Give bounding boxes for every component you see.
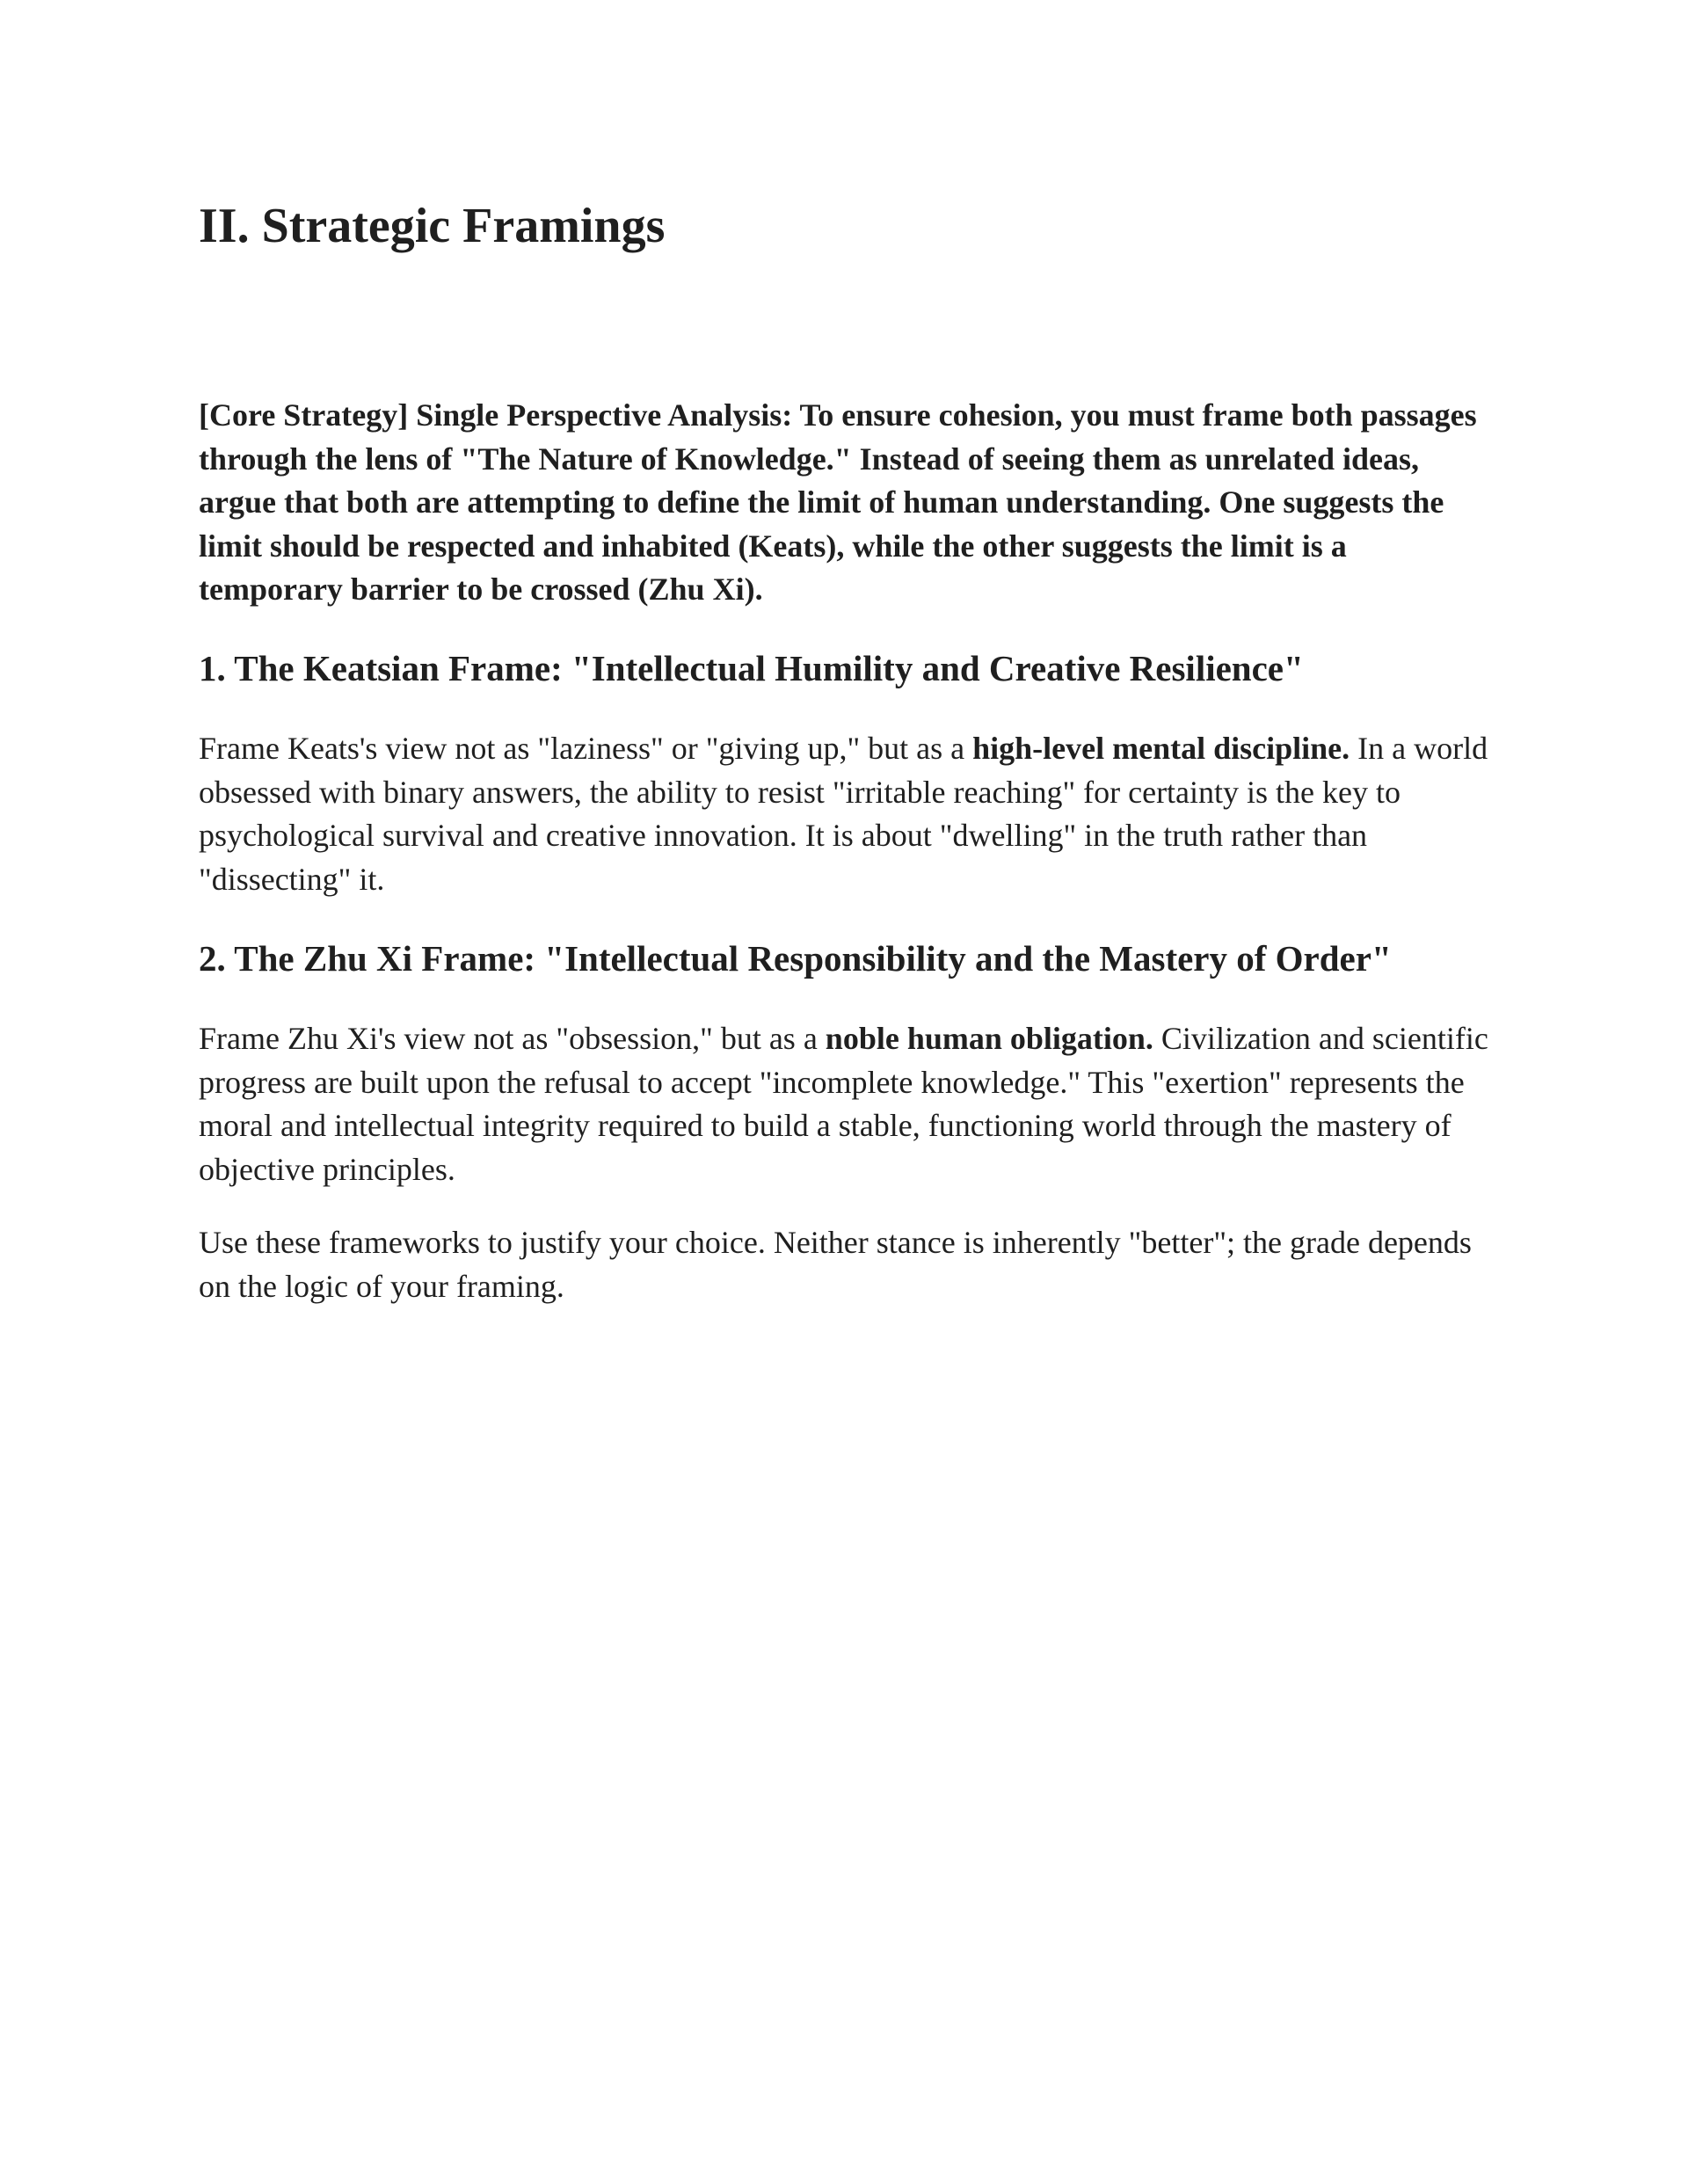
section-paragraph-zhu-xi [199,1017,1491,1191]
section-heading-zhu-xi: 2. The Zhu Xi Frame: "Intellectual Responsibility and the Mastery of Order" [199,938,1392,979]
core-strategy-paragraph: [Core Strategy] Single Perspective Analysis: To ensure cohesion, you must frame both passages through the lens of "The Nature of Knowledge." Instead of seeing them as unrelated ideas, argue that both are attempting to define the limit of human understanding. One suggests the limit should be respected and inhabited (Keats), while the other suggests the limit is a temporary barrier to be crossed (Zhu Xi). [199,397,1477,607]
page-title: II. Strategic Framings [199,199,666,253]
paragraph-text: In a world obsessed with binary answers, the ability to resist "irritable reaching" for certainty is the key to psychological survival and creative innovation. It is about "dwelling" in the truth rather than "dissecting" it. [199,731,1488,897]
paragraph-text: Frame Keats's view not as "laziness" or "giving up," but as a [199,731,973,766]
paragraph-text: Frame Zhu Xi's view not as "obsession," but as a [199,1021,826,1056]
paragraph-text: Civilization and scientific progress are built upon the refusal to accept "incomplete knowledge." This "exertion" represents the moral and intellectual integrity required to build a stable, functioning world through the mastery of objective principles. [199,1021,1488,1187]
section-paragraph-keatsian [199,727,1491,901]
bold-phrase: high-level mental discipline. [972,731,1350,766]
section-heading-keatsian: 1. The Keatsian Frame: "Intellectual Humility and Creative Resilience" [199,648,1304,688]
closing-paragraph: Use these frameworks to justify your choice. Neither stance is inherently "better"; the grade depends on the logic of your framing. [199,1225,1472,1304]
bold-phrase: noble human obligation. [825,1021,1153,1056]
